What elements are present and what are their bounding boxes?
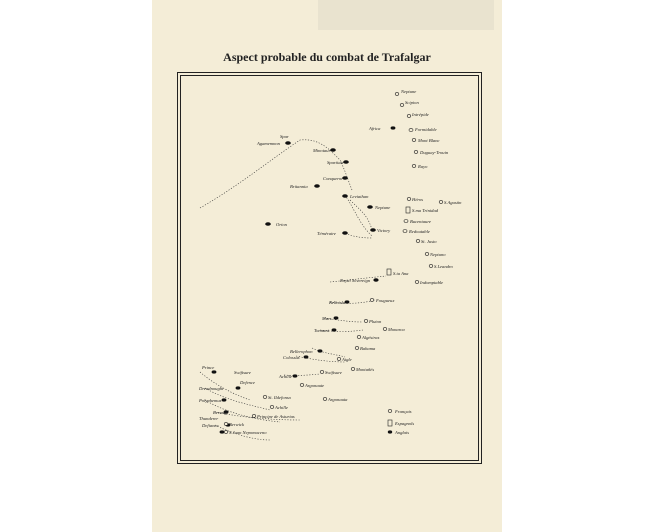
ship-bellerophon [318, 349, 323, 352]
label-achille-en: Achille [279, 374, 293, 379]
label-argonauta: Argonauta [328, 397, 348, 402]
ship-rayo [412, 165, 416, 168]
label-mont-blanc: Mont Blanc [418, 138, 440, 143]
label-neptune-fr: Neptune [401, 89, 417, 94]
label-santa-ana: S.ta Ana [393, 271, 409, 276]
label-revenge: Revenge [213, 410, 229, 415]
label-algesiras: Algésiras [362, 335, 380, 340]
ship-belleisle [345, 300, 350, 303]
ship-monarca [383, 328, 387, 331]
ship-san-leandro [429, 265, 433, 268]
label-dreadnought: Dreadnought [199, 386, 224, 391]
ship-principe-de-asturias [252, 415, 256, 418]
legend-spanish-icon [388, 420, 392, 426]
label-san-justo: St. Justo [421, 239, 437, 244]
label-africa: Africa [369, 126, 381, 131]
label-prince: Prince [202, 365, 215, 370]
label-montanes: Montañés [356, 367, 375, 372]
ship-victory [370, 228, 376, 232]
label-formidable: Formidable [415, 127, 437, 132]
ship-duguay-trouin [414, 151, 418, 154]
ship-berwick [224, 423, 228, 426]
ship-swiftsure-fr [320, 371, 324, 374]
ship-san-juan-nepomuceno [224, 431, 228, 434]
label-royal-sovereign: Royal Sovereign [340, 278, 371, 283]
ship-temeraire [342, 231, 348, 235]
ship-achille-en [293, 374, 298, 377]
label-defiance: Defiance [202, 423, 219, 428]
label-victory: Victory [377, 228, 391, 233]
ship-dreadnought [236, 386, 241, 389]
label-swiftsure-en: Swiftsure [234, 370, 251, 375]
label-heros: Héros [412, 197, 424, 202]
ship-colossus [304, 355, 309, 358]
label-thunderer: Thunderer [199, 416, 219, 421]
ship-formidable [409, 128, 413, 131]
label-santisima-trinidad: S.ma Trinidad [412, 208, 439, 213]
label-mars: Mars [322, 316, 332, 321]
label-polyphemus: Polyphemus [199, 398, 222, 403]
legend-french-label: Français [395, 409, 412, 414]
label-neptuno: Neptuno [430, 252, 446, 257]
ship-tonnant [332, 328, 337, 331]
ship-argonaute [300, 384, 304, 387]
label-san-agustin: S.Agustin [444, 200, 462, 205]
ship-argonauta [323, 398, 327, 401]
ship-santa-ana [387, 269, 391, 275]
ship-aigle [337, 358, 341, 361]
label-leviathan: Leviathan [350, 194, 369, 199]
ship-scipion [400, 104, 404, 107]
ship-polyphemus [222, 398, 227, 401]
label-spar: Spar [280, 134, 289, 139]
ship-minotaur [330, 148, 336, 152]
ship-indomptable [415, 281, 419, 284]
ship-fougueux [370, 299, 374, 302]
label-aigle: Aigle [342, 357, 352, 362]
ship-spar [285, 141, 291, 145]
label-neptune-en: Neptune [375, 205, 391, 210]
ship-san-ildefonso [263, 396, 267, 399]
ship-leviathan [342, 194, 348, 198]
label-redoutable: Redoutable [409, 229, 430, 234]
ship-prince [212, 370, 217, 373]
label-rayo: Rayo [418, 164, 428, 169]
ship-san-justo [416, 240, 420, 243]
ship-neptuno [425, 253, 429, 256]
label-san-juan-nepomuceno: S.Juan Nepomuceno [229, 430, 267, 435]
ship-heros [407, 198, 411, 201]
label-bucentaure: Bucentaure [410, 219, 432, 224]
label-argonaute: Argonaute [305, 383, 325, 388]
label-monarca: Monarca [388, 327, 405, 332]
ship-santisima-trinidad [406, 207, 410, 213]
map-title: Aspect probable du combat de Trafalgar [223, 50, 431, 64]
label-belleisle: Belleisle [329, 300, 345, 305]
label-bahama: Bahama [360, 346, 376, 351]
ship-montanes [351, 368, 355, 371]
ship-pluton [364, 320, 368, 323]
label-tonnant: Tonnant [314, 328, 329, 333]
label-agamemnon: Agamemnon [257, 141, 280, 146]
ship-bahama [355, 347, 359, 350]
ship-royal-sovereign [373, 278, 378, 282]
track-victory-break [345, 195, 372, 236]
ship-intrepide [407, 115, 411, 118]
label-principe-de-asturias: Principe de Asturias [257, 414, 295, 419]
legend-english-label: Anglais [395, 430, 410, 435]
legend-french-icon [388, 410, 392, 413]
track-bellerophon [312, 348, 345, 357]
ship-orion [265, 222, 271, 226]
ship-achille-fr [270, 406, 274, 409]
ship-algesiras [357, 336, 361, 339]
label-swiftsure-fr: Swiftsure [325, 370, 342, 375]
label-conqueror: Conqueror [323, 176, 343, 181]
label-minotaur: Minotaur [313, 148, 331, 153]
legend-spanish-label: Espagnols [395, 421, 415, 426]
label-fougueux: Fougueux [376, 298, 395, 303]
ship-thunderer [220, 430, 225, 433]
ship-san-agustin [439, 201, 443, 204]
ship-bucentaure [404, 220, 408, 223]
label-pluton: Pluton [369, 319, 382, 324]
ship-neptune-en [367, 205, 373, 209]
ship-africa [391, 126, 396, 129]
label-intrepide: Intrépide [412, 112, 429, 117]
map-legend [388, 410, 392, 434]
label-bellerophon: Bellerophon [290, 349, 313, 354]
ship-mars [334, 316, 339, 319]
label-indomptable: Indomptable [420, 280, 444, 285]
ship-britannia [314, 184, 320, 188]
label-san-ildefonso: St. Ildefonso [268, 395, 291, 400]
label-spartiate: Spartiate [327, 160, 344, 165]
label-achille-fr: Achille [275, 405, 289, 410]
ship-spartiate [343, 160, 349, 164]
track-leviathan [350, 200, 372, 230]
ship-redoutable [403, 230, 407, 233]
ship-conqueror [342, 176, 348, 180]
label-defence: Defence [240, 380, 256, 385]
legend-english-icon [388, 430, 392, 433]
label-scipion: Scipion [405, 100, 419, 105]
label-orion: Orion [276, 222, 287, 227]
label-colossus: Colossus [283, 355, 300, 360]
label-temeraire: Téméraire [317, 231, 336, 236]
ship-neptune-fr [395, 93, 399, 96]
ship-mont-blanc [412, 139, 416, 142]
label-britannia: Britannia [290, 184, 308, 189]
label-duguay-trouin: Duguay-Trouin [420, 150, 449, 155]
label-berwick: Berwick [229, 422, 245, 427]
label-san-leandro: S.Leandro [434, 264, 453, 269]
